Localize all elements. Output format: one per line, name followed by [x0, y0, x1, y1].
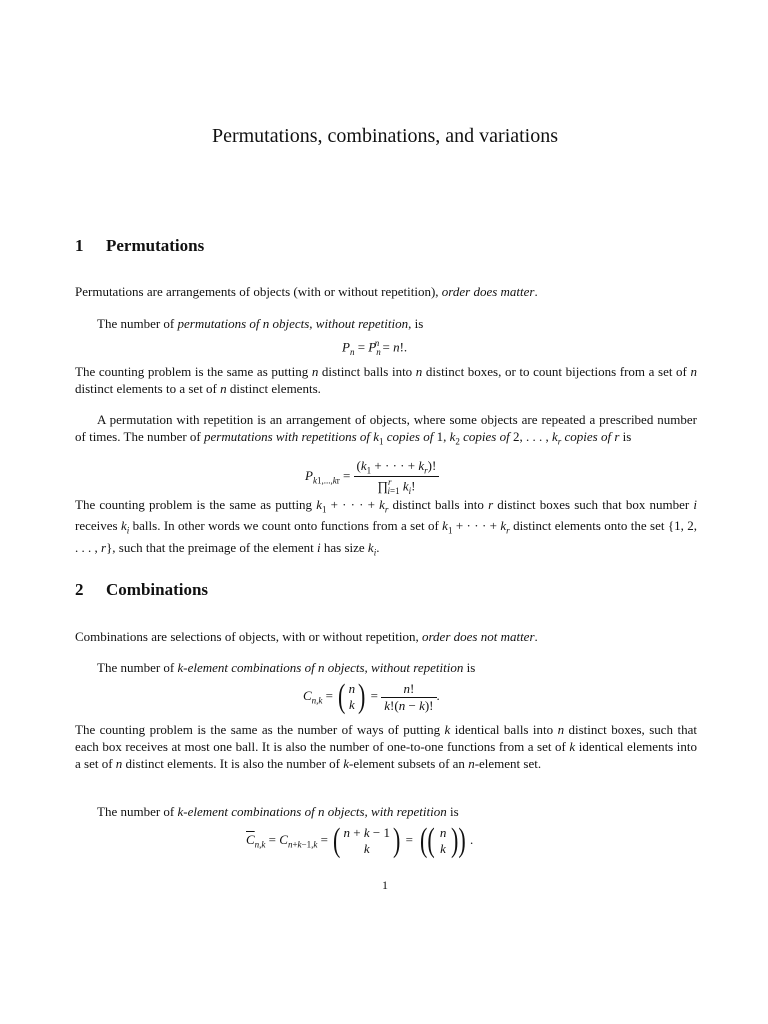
equation-permutations: $P_n = P_n^n = n$!.: [342, 338, 408, 357]
section-1-heading: [75, 236, 204, 256]
equation-permutations-repetition: $P_{k1,...,kr}$ = $\frac{(k_1 + \cdot \cdot \cdot + k_r)!}{\prod^r_{i=1} k_i!}$: [305, 458, 439, 496]
section-1-paragraph-1: The number of permutations of n objects, without repetition, is: [97, 316, 424, 331]
fraction: $\frac{(k_1 + \cdot \cdot \cdot + k_r)!}{\prod^r_{i=1} k_i!}$: [354, 458, 440, 496]
section-title: Combinations: [106, 580, 209, 599]
section-1-paragraph-4: The counting problem is the same as putting $k_1$ + · · · + $k_r$ distinct balls into r distinct boxes such that box number i receives $k_i$ balls. In other words we count onto functions from a set of $k_1$ + · · · + $k_r$ distinct elements onto the set {1, 2, . . . , r}, such that the preimage of the element i has size $k_i$.: [75, 497, 698, 558]
section-2-heading: [75, 580, 208, 600]
section-2-paragraph-1: The number of k-element combinations of n objects, without repetition is: [97, 660, 476, 675]
fraction: $\frac{n!}{k!(n - k)!}$: [381, 681, 436, 714]
equation-combinations-repetition: $\overline{C}_{n,k} = C_{n+k-1,k}$ = ( n + k − 1 k ) = (( n k )) .: [246, 822, 474, 859]
page-number: 1: [382, 878, 388, 892]
section-1-intro: Permutations are arrangements of objects (with or without repetition), order does matter.: [75, 284, 538, 299]
section-2-paragraph-2: The counting problem is the same as the number of ways of putting k identical balls into n distinct boxes, such that each box receives at most one ball. It is also the number of one-to-one functions from a set of k identical elements into a set of n distinct elements. It is also the number of k-element subsets of an n-element set.: [75, 722, 698, 771]
binomial-coefficient: ( n k ): [338, 678, 366, 715]
section-2-intro: Combinations are selections of objects, with or without repetition, order does not matter.: [75, 629, 538, 644]
section-2-paragraph-3: The number of k-element combinations of n objects, with repetition is: [97, 804, 459, 819]
section-1-paragraph-3: A permutation with repetition is an arrangement of objects, where some objects are repeated a prescribed number of times. The number of permutations with repetitions of $k_1$ copies of 1, $k_2$ copies of 2, . . . , $k_r$ copies of r is: [75, 412, 697, 447]
document-title: Permutations, combinations, and variations: [211, 125, 559, 147]
section-title: Permutations: [106, 236, 205, 255]
binomial-coefficient: ( n + k − 1 k ): [333, 822, 401, 859]
equation-combinations: $C_{n,k}$ = ( n k ) = $\frac{n!}{k!(n - k)!}$ .: [303, 678, 440, 715]
section-number: 1: [75, 236, 84, 255]
section-number: 2: [75, 580, 84, 599]
multiset-coefficient: (( n k )): [420, 822, 467, 859]
section-1-paragraph-2: The counting problem is the same as putting n distinct balls into n distinct boxes, or to count bijections from a set of n distinct elements to a set of n distinct elements.: [75, 364, 697, 396]
